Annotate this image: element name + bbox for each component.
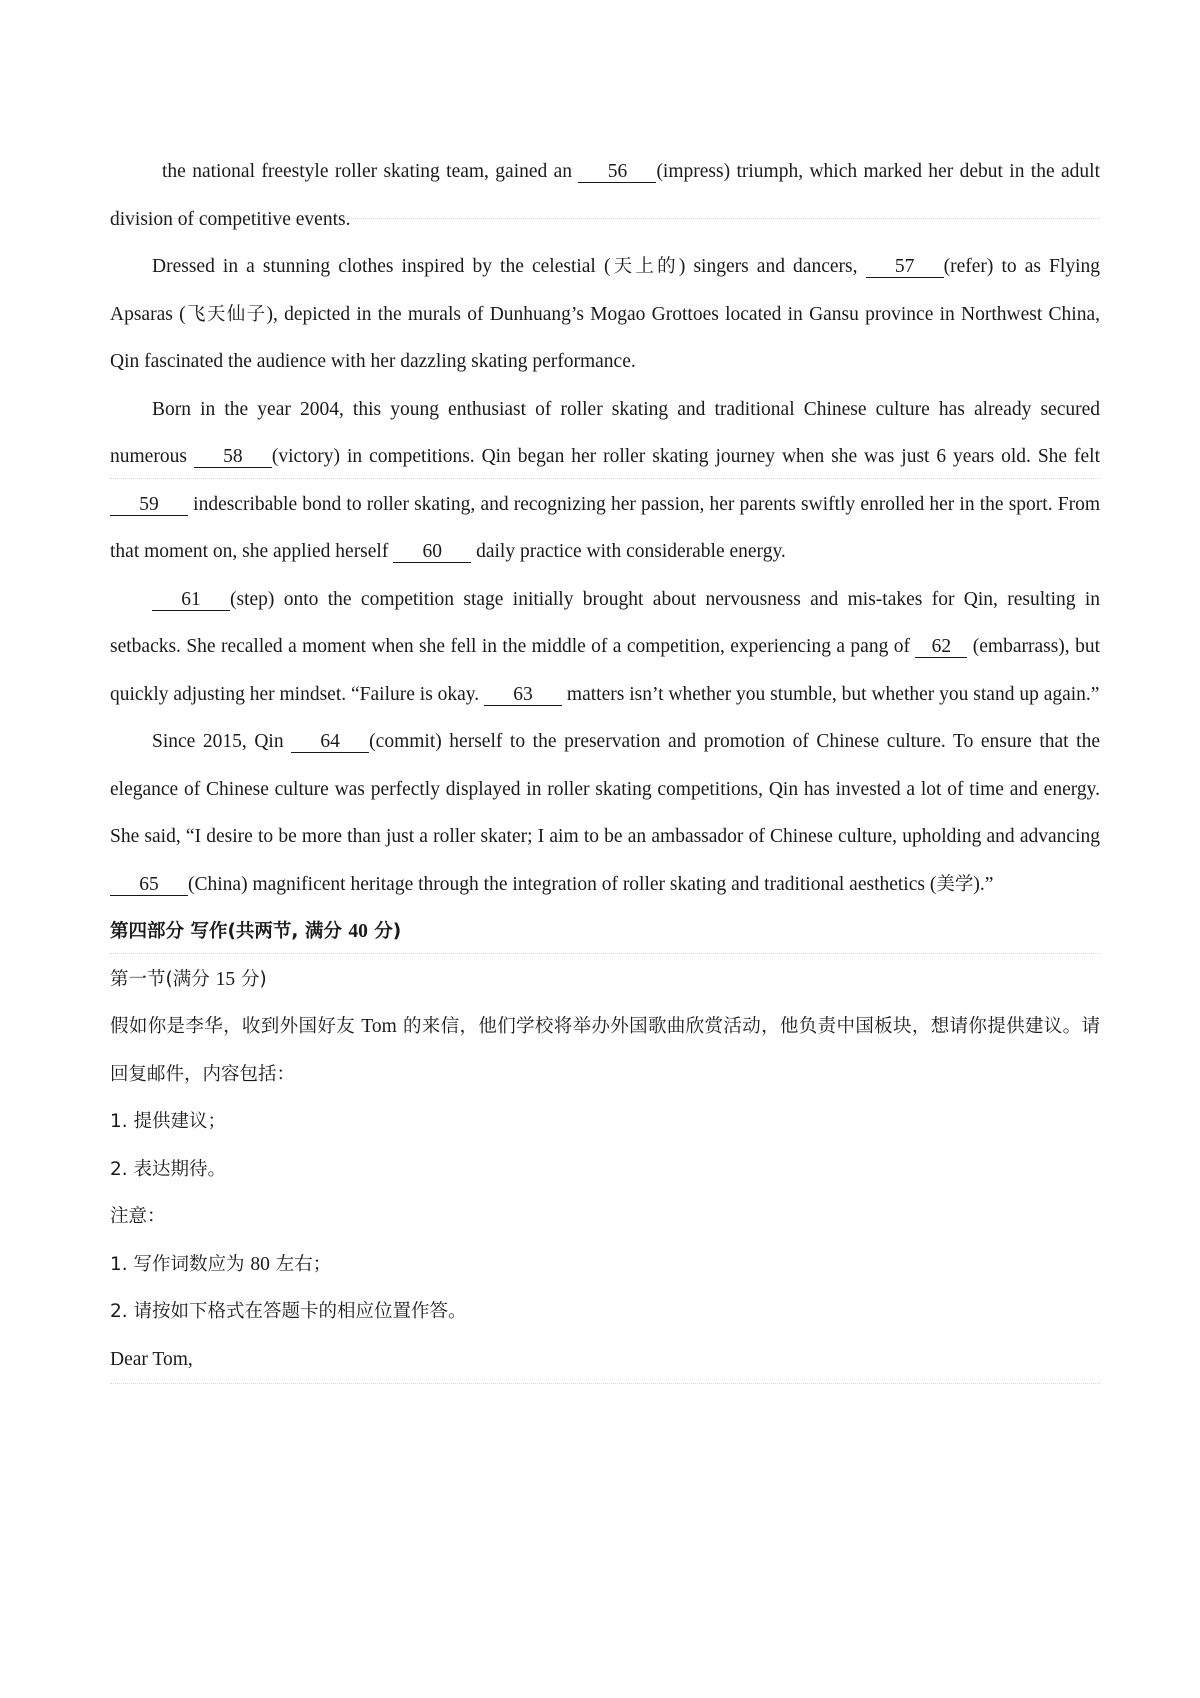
p5-text-b: (commit) herself to the preservation and promotion of Chinese culture. To ensure that the elegance of Chinese culture was perfectly displayed in roller skating competitions, Qin has invested a lot of time and energy. She said, “I desire to be more than just a roller skater; I aim to be an ambassador of Chinese culture, upholding and advancing — [110, 731, 1100, 847]
prompt-text-b: 的来信，他们学校将举办外国歌曲欣赏活动，他负责中国板块，想请你提供建议。请回复邮件，内容包括： — [110, 1016, 1100, 1085]
p2-chinese-b: 飞天仙子 — [185, 303, 267, 325]
p3-text-d: daily practice with considerable energy. — [471, 541, 786, 562]
p2-text-c: (refer) to as Flying Apsaras ( — [110, 256, 1100, 325]
paragraph-1 — [110, 148, 1100, 243]
p4-text-c: matters isn’t whether you stumble, but whether you stand up again.” — [562, 683, 1100, 705]
heading-text-b: 分) — [367, 921, 402, 942]
paragraph-2 — [110, 243, 1100, 386]
blank-58: 58 — [194, 447, 272, 468]
content-item-1: 1. 提供建议； — [110, 1111, 227, 1132]
blank-61: 61 — [152, 590, 230, 611]
blank-57: 57 — [866, 257, 944, 278]
letter-salutation: Dear Tom, — [110, 1348, 193, 1370]
p5-text-d: ).” — [973, 873, 994, 895]
p3-text-c: indescribable bond to roller skating, and recognizing her passion, her parents swiftly enrolled her in the sport. From that moment on, she applied herself — [110, 493, 1100, 562]
note-label: 注意： — [110, 1206, 166, 1227]
section-heading — [110, 956, 1100, 1004]
writing-part-heading — [110, 908, 1100, 956]
blank-62: 62 — [915, 637, 967, 658]
content-item-2: 2. 表达期待。 — [110, 1158, 227, 1180]
blank-60: 60 — [393, 542, 471, 563]
prompt-text-a: 假如你是李华，收到外国好友 — [110, 1016, 362, 1037]
p3-text-a: Born in the year 2004, this young enthusiast of roller skating and traditional Chinese culture has already secured numerous — [110, 398, 1100, 467]
paragraph-5 — [110, 718, 1100, 908]
p5-text-c: (China) magnificent heritage through the integration of roller skating and traditional aesthetics ( — [188, 873, 937, 895]
p4-text-a: (step) onto the competition stage initially brought about nervousness and mis-takes for Qin, resulting in setbacks. She recalled a moment when she fell in the middle of a competition, experiencing a pang of — [110, 588, 1100, 657]
p2-text-d: ), depicted in the murals of Dunhuang’s Mogao Grottoes located in Gansu province in Northwest China, Qin fascinated the audience with her dazzling skating performance. — [110, 303, 1100, 372]
rule-line — [110, 1383, 1100, 1384]
p2-text-a: Dressed in a stunning clothes inspired by the celestial ( — [152, 256, 611, 277]
p1-text-b: (impress) triumph, which marked her debut in the adult division of competitive events. — [110, 161, 1100, 230]
document-page — [110, 148, 1100, 1383]
p3-text-b: (victory) in competitions. Qin began her roller skating journey when she was just 6 years old. She felt — [271, 446, 1100, 467]
blank-56: 56 — [578, 162, 656, 183]
section-text-a: 第一节(满分 — [110, 968, 216, 990]
note-item-1 — [110, 1241, 1100, 1289]
p1-text-a: the national freestyle roller skating team, gained an — [162, 161, 579, 182]
heading-score: 40 — [348, 921, 368, 942]
blank-64: 64 — [291, 732, 369, 753]
paragraph-4 — [110, 576, 1100, 719]
writing-prompt — [110, 1003, 1100, 1098]
p5-text-a: Since 2015, Qin — [152, 731, 292, 752]
section-text-b: 分) — [235, 968, 267, 990]
note-1-word-count: 80 — [250, 1253, 270, 1275]
heading-text-a: 第四部分 写作(共两节, 满分 — [110, 921, 349, 942]
section-score: 15 — [215, 968, 236, 990]
p5-chinese: 美学 — [936, 873, 974, 895]
note-1-text-a: 1. 写作词数应为 — [110, 1253, 251, 1275]
p4-text-b: (embarrass), but quickly adjusting her mindset. “Failure is okay. — [110, 636, 1100, 705]
note-1-text-b: 左右； — [269, 1253, 332, 1275]
note-item-2: 2. 请按如下格式在答题卡的相应位置作答。 — [110, 1301, 467, 1322]
blank-63: 63 — [484, 685, 562, 706]
blank-65: 65 — [110, 875, 188, 896]
blank-59: 59 — [110, 495, 188, 516]
p2-chinese-a: 天上的 — [610, 256, 679, 277]
paragraph-3 — [110, 386, 1100, 576]
prompt-name: Tom — [361, 1016, 397, 1037]
p2-text-b: ) singers and dancers, — [678, 256, 866, 277]
